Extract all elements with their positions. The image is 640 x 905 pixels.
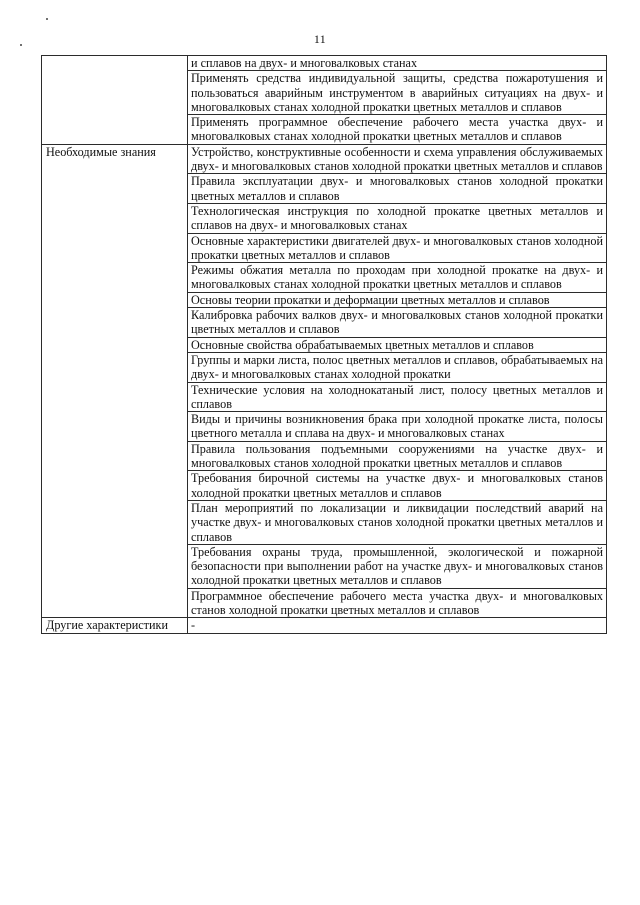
value-cell: Технические условия на холоднокатаный лист, полосу цветных металлов и сплавов bbox=[188, 382, 607, 412]
value-cell: Устройство, конструктивные особенности и схема управления обслуживаемых двух- и многовалковых станов холодной прокатки цветных металлов и сплавов bbox=[188, 144, 607, 174]
value-cell: - bbox=[188, 618, 607, 633]
value-cell: Основы теории прокатки и деформации цветных металлов и сплавов bbox=[188, 292, 607, 307]
label-cell bbox=[42, 56, 188, 145]
page-number: 11 bbox=[313, 32, 327, 46]
value-cell: Требования охраны труда, промышленной, экологической и пожарной безопасности при выполнении работ на участке двух- и многовалковых станов холодной прокатки цветных металлов и сплавов bbox=[188, 544, 607, 588]
scan-speck bbox=[46, 18, 48, 20]
value-cell: Калибровка рабочих валков двух- и многовалковых станов холодной прокатки цветных металлов и сплавов bbox=[188, 308, 607, 338]
other-characteristics-label: Другие характеристики bbox=[42, 618, 188, 633]
value-cell: Режимы обжатия металла по проходам при холодной прокатке на двух- и многовалковых станах холодной прокатки цветных металлов и сплавов bbox=[188, 263, 607, 293]
value-cell: и сплавов на двух- и многовалковых станах bbox=[188, 56, 607, 71]
value-cell: Правила эксплуатации двух- и многовалковых станов холодной прокатки цветных металлов и сплавов bbox=[188, 174, 607, 204]
table-row bbox=[42, 618, 607, 633]
value-cell: Программное обеспечение рабочего места участка двух- и многовалковых станов холодной прокатки цветных металлов и сплавов bbox=[188, 588, 607, 618]
value-cell: Группы и марки листа, полос цветных металлов и сплавов, обрабатываемых на двух- и многовалковых станах холодной прокатки bbox=[188, 352, 607, 382]
table-row bbox=[42, 144, 607, 174]
value-cell: Правила пользования подъемными сооружениями на участке двух- и многовалковых станов холодной прокатки цветных металлов и сплавов bbox=[188, 441, 607, 471]
required-knowledge-label: Необходимые знания bbox=[42, 144, 188, 618]
value-cell: Основные характеристики двигателей двух- и многовалковых станов холодной прокатки цветных металлов и сплавов bbox=[188, 233, 607, 263]
table-row bbox=[42, 56, 607, 71]
value-cell: Виды и причины возникновения брака при холодной прокатке листа, полосы цветного металла и сплава на двух- и многовалковых станах bbox=[188, 412, 607, 442]
value-cell: Требования бирочной системы на участке двух- и многовалковых станов холодной прокатки цветных металлов и сплавов bbox=[188, 471, 607, 501]
value-cell: Технологическая инструкция по холодной прокатке цветных металлов и сплавов на двух- и многовалковых станах bbox=[188, 203, 607, 233]
competency-table bbox=[41, 55, 607, 634]
value-cell: Применять средства индивидуальной защиты, средства пожаротушения и пользоваться аварийным инструментом в аварийных ситуациях на двух- и многовалковых станах холодной прокатки цветных металлов и сплавов bbox=[188, 71, 607, 115]
value-cell: Применять программное обеспечение рабочего места участка двух- и многовалковых станах холодной прокатки цветных металлов и сплавов bbox=[188, 115, 607, 145]
value-cell: Основные свойства обрабатываемых цветных металлов и сплавов bbox=[188, 337, 607, 352]
value-cell: План мероприятий по локализации и ликвидации последствий аварий на участке двух- и многовалковых станов холодной прокатки цветных металлов и сплавов bbox=[188, 500, 607, 544]
